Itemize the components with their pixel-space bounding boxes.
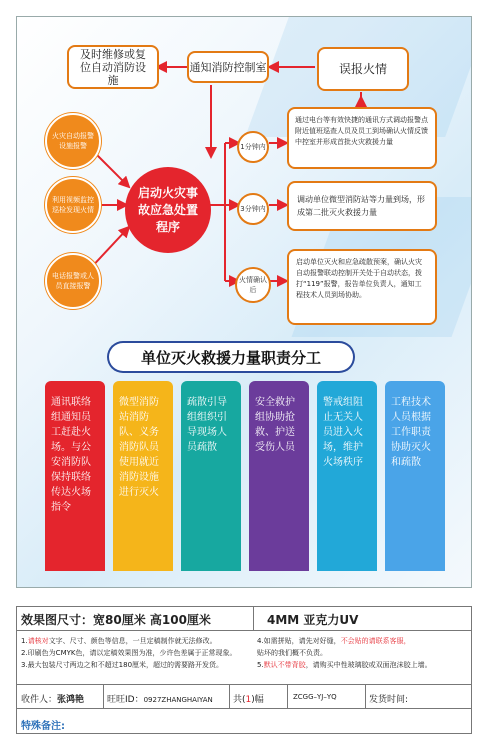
emergency-procedure-node: 启动火灾事故应急处置程序 — [125, 167, 211, 253]
repair-box: 及时维修或复位自动消防设施 — [67, 45, 159, 89]
notes-left — [21, 635, 251, 671]
duty-column-firefighting: 微型消防站消防队、义务消防队员使用就近消防设施进行灭火 — [113, 381, 173, 571]
step2-box: 调动单位微型消防站等力量到场，形成第二批灭火救援力量 — [287, 181, 437, 231]
duty-column-cordon: 警戒组阻止无关人员进入火场，维护火场秩序 — [317, 381, 377, 571]
receiver-field: 收件人：张鸿艳 — [21, 695, 85, 705]
poster — [16, 16, 472, 588]
alarm-source-auto: 火灾自动报警设施报警 — [45, 113, 101, 169]
step1-box: 通过电台等有效快捷的通讯方式调动报警点附近值班巡查人员及员工到场确认火情反馈中控室并形成首批火灾救援力量 — [287, 107, 437, 169]
note-4-cont: 贴坏的我们概不负责。 — [257, 649, 327, 657]
notes-row — [17, 631, 471, 685]
divider — [365, 685, 366, 709]
count-field: 共(1)幅 — [233, 695, 264, 705]
special-notes-label: 特殊备注: — [21, 721, 65, 732]
wangwang-field: 旺旺ID：0927ZHANGHAIYAN — [107, 695, 213, 705]
note-3: 3.最大包装尺寸两边之和不超过180厘米，超过的需要路开发货。 — [21, 661, 224, 669]
notify-control-box: 通知消防控制室 — [187, 51, 269, 83]
note-2: 2.印刷色为CMYK色，请以定稿效果图为准，少许色差属于正常现象。 — [21, 649, 237, 657]
material-label: 4MM 亚克力UV — [267, 613, 359, 627]
duty-column-rescue: 安全救护组协助抢救、护送受伤人员 — [249, 381, 309, 571]
code-field: ZCGG–YJ–YQ — [293, 693, 337, 701]
duty-column-communication: 通讯联络组通知员工赶赴火场。与公安消防队保持联络传达火场指令 — [45, 381, 105, 571]
alarm-source-video: 利用视频监控巡检发现火情 — [45, 177, 101, 233]
time-confirm: 火情确认后 — [235, 267, 271, 303]
note-1: 1.请核对文字、尺寸、颜色等信息，一旦定稿制作就无法修改。 — [21, 637, 217, 645]
divider — [229, 685, 230, 709]
size-row — [17, 607, 471, 631]
size-label: 效果图尺寸：宽80厘米 高100厘米 — [21, 613, 211, 627]
note-4: 4.如需拼贴，请先对好缝，不会贴的请联系客服， — [257, 637, 411, 645]
duty-column-evacuation: 疏散引导组组织引导现场人员疏散 — [181, 381, 241, 571]
section-title: 单位灭火救援力量职责分工 — [109, 343, 353, 371]
divider — [253, 607, 254, 631]
note-5: 5.默认不带背胶，请购买中性玻璃胶或双面泡沫胶上墙。 — [257, 661, 432, 669]
duty-column-engineering: 工程技术人员根据工作职责协助灭火和疏散 — [385, 381, 445, 571]
time-1min: 1分钟内 — [237, 131, 269, 163]
divider — [287, 685, 288, 709]
info-row — [17, 685, 471, 709]
order-info-panel — [16, 606, 472, 734]
ship-time-field: 发货时间: — [369, 695, 409, 705]
time-3min: 3分钟内 — [237, 193, 269, 225]
divider — [103, 685, 104, 709]
alarm-source-phone: 电话报警或人员直接报警 — [45, 253, 101, 309]
step3-box: 启动单位灭火和应急疏散预案，确认火灾自动报警联动控制开关处于自动状态，拨打“119”报警，报告单位负责人，通知工程技术人员到场协助。 — [287, 249, 437, 325]
report-fire-box: 误报火情 — [317, 47, 409, 91]
notes-right — [257, 635, 469, 671]
